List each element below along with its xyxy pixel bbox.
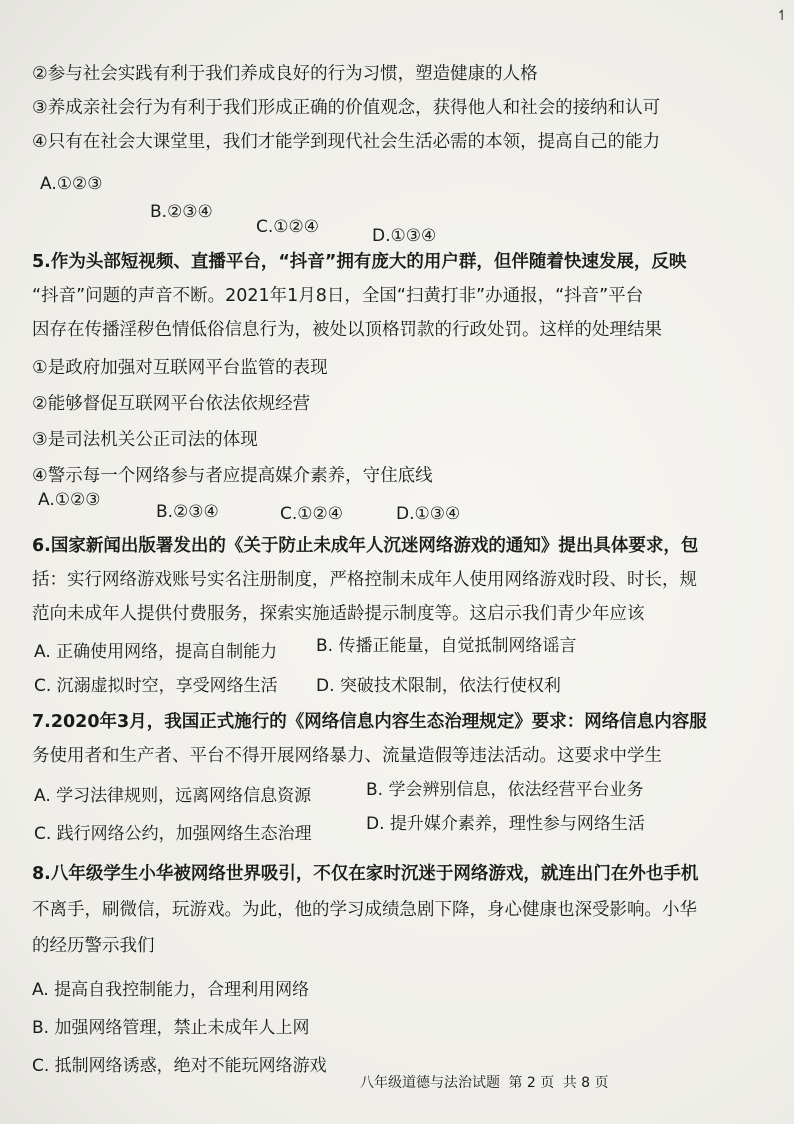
q6-option-b[interactable]: B. 传播正能量，自觉抵制网络谣言 xyxy=(316,636,577,656)
footer-total: 共 8 页 xyxy=(562,1075,609,1091)
footer-page: 第 2 页 xyxy=(508,1075,555,1091)
q8-option-b[interactable]: B. 加强网络管理，禁止未成年人上网 xyxy=(32,1018,310,1038)
q5-stem-3: 因存在传播淫秽色情低俗信息行为，被处以顶格罚款的行政处罚。这样的处理结果 xyxy=(32,320,662,340)
q6-option-d[interactable]: D. 突破技术限制，依法行使权利 xyxy=(316,676,561,696)
q6-option-c[interactable]: C. 沉溺虚拟时空，享受网络生活 xyxy=(34,676,278,696)
q4-item-4: ④只有在社会大课堂里，我们才能学到现代社会生活必需的本领，提高自己的能力 xyxy=(32,132,661,152)
q5-item-2: ②能够督促互联网平台依法依规经营 xyxy=(32,394,311,414)
q5-item-4: ④警示每一个网络参与者应提高媒介素养，守住底线 xyxy=(32,466,433,486)
q6-stem-2: 括：实行网络游戏账号实名注册制度，严格控制未成年人使用网络游戏时段、时长，规 xyxy=(32,570,697,590)
q6-stem-3: 范向未成年人提供付费服务，探索实施适龄提示制度等。这启示我们青少年应该 xyxy=(32,604,645,624)
q7-option-a[interactable]: A. 学习法律规则，远离网络信息资源 xyxy=(34,786,312,806)
q5-stem-1: 5.作为头部短视频、直播平台，“抖音”拥有庞大的用户群，但伴随着快速发展，反映 xyxy=(32,252,687,272)
q8-stem-2: 不离手，刷微信，玩游戏。为此，他的学习成绩急剧下降，身心健康也深受影响。小华 xyxy=(32,900,697,920)
q8-stem-1: 8.八年级学生小华被网络世界吸引，不仅在家时沉迷于网络游戏，就连出门在外也手机 xyxy=(32,864,699,884)
q8-option-c[interactable]: C. 抵制网络诱惑，绝对不能玩网络游戏 xyxy=(32,1056,327,1076)
q8-option-a[interactable]: A. 提高自我控制能力，合理利用网络 xyxy=(32,980,310,1000)
q7-option-c[interactable]: C. 践行网络公约，加强网络生态治理 xyxy=(34,824,312,844)
q6-stem-1: 6.国家新闻出版署发出的《关于防止未成年人沉迷网络游戏的通知》提出具体要求，包 xyxy=(32,536,699,556)
q4-item-2: ②参与社会实践有利于我们养成良好的行为习惯，塑造健康的人格 xyxy=(32,64,538,84)
q4-option-c[interactable]: C.①②④ xyxy=(256,217,319,237)
q4-option-d[interactable]: D.①③④ xyxy=(372,226,437,246)
q7-option-b[interactable]: B. 学会辨别信息，依法经营平台业务 xyxy=(366,780,644,800)
page-footer xyxy=(360,1072,613,1092)
q8-stem-3: 的经历警示我们 xyxy=(32,936,155,956)
footer-subject: 八年级道德与法治试题 xyxy=(360,1075,500,1091)
q5-option-a[interactable]: A.①②③ xyxy=(38,490,101,510)
q4-option-b[interactable]: B.②③④ xyxy=(150,202,213,222)
q4-option-a[interactable]: A.①②③ xyxy=(40,174,103,194)
edge-mark: ↿ xyxy=(776,8,788,24)
q7-stem-1: 7.2020年3月，我国正式施行的《网络信息内容生态治理规定》要求：网络信息内容服 xyxy=(32,712,707,732)
q6-option-a[interactable]: A. 正确使用网络，提高自制能力 xyxy=(34,642,278,662)
q5-item-1: ①是政府加强对互联网平台监管的表现 xyxy=(32,358,328,378)
q4-item-3: ③养成亲社会行为有利于我们形成正确的价值观念，获得他人和社会的接纳和认可 xyxy=(32,98,661,118)
q5-option-c[interactable]: C.①②④ xyxy=(280,504,343,524)
q5-stem-2: “抖音”问题的声音不断。2021年1月8日，全国“扫黄打非”办通报，“抖音”平台 xyxy=(32,286,644,306)
q5-option-b[interactable]: B.②③④ xyxy=(156,502,219,522)
q7-stem-2: 务使用者和生产者、平台不得开展网络暴力、流量造假等违法活动。这要求中学生 xyxy=(32,746,662,766)
q7-option-d[interactable]: D. 提升媒介素养，理性参与网络生活 xyxy=(366,814,645,834)
q5-option-d[interactable]: D.①③④ xyxy=(396,504,461,524)
q5-item-3: ③是司法机关公正司法的体现 xyxy=(32,430,258,450)
